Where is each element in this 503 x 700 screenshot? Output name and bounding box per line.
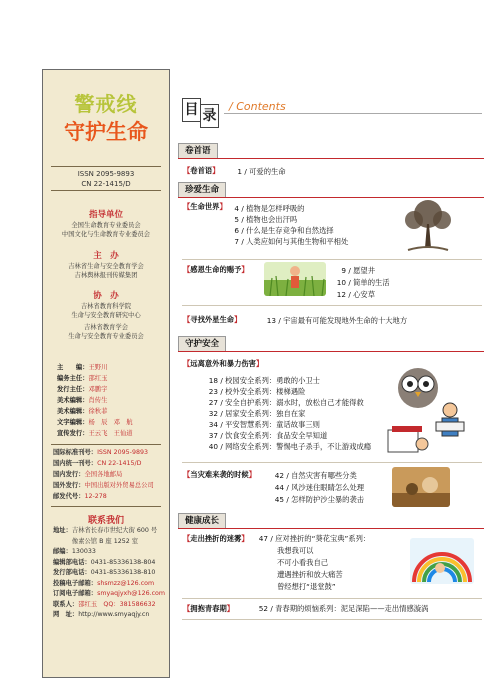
subsection-label: 【远离意外和暴力伤害】: [183, 359, 264, 368]
grass-illustration: [264, 262, 326, 296]
toc-entry[interactable]: 6 / 什么是生存竞争和自然选择: [234, 226, 334, 235]
contact-row: 联系人：邵红玉 QQ：381586632: [53, 600, 156, 608]
issn: ISSN 2095-9893: [77, 170, 135, 178]
toc-entry[interactable]: 27 / 安全自护系列：溺水时，放松自己才能得救: [208, 398, 364, 407]
toc-entry[interactable]: 曾经想打“退堂鼓”: [277, 582, 336, 591]
subsection-label: 【走出挫折的迷雾】: [183, 534, 249, 543]
guide-unit: 全国生命教育专业委员会: [71, 222, 141, 229]
host-unit: 吉林舆林报刊传媒集团: [74, 272, 138, 279]
rainbow-illustration: [410, 538, 474, 584]
co-host-unit: 生命与安全教育研究中心: [71, 312, 141, 319]
toc-entry[interactable]: 4 / 植物是怎样呼吸的: [234, 204, 305, 213]
toc-entry[interactable]: 10 / 简单的生活: [336, 278, 390, 287]
toc-heading-char: 目: [182, 98, 201, 122]
toc-entry[interactable]: 32 / 居家安全系列：独自在家: [208, 409, 306, 418]
reg-row: 国际标准刊号：ISSN 2095-9893: [53, 449, 148, 456]
section-header: [178, 513, 484, 529]
contact-heading: 联系我们: [87, 516, 124, 526]
staff-list: [57, 362, 165, 439]
toc-entry[interactable]: 遭遇挫折和放大痛苦: [277, 570, 343, 579]
toc-entry[interactable]: 不可小看我自己: [277, 558, 329, 567]
toc-entry[interactable]: 7 / 人类应如何与其他生物和平相处: [234, 237, 349, 246]
divider: [51, 190, 161, 191]
divider: [182, 305, 482, 306]
staff-row: 主 编：王野川: [57, 364, 108, 371]
staff-row: 美术编辑：肖传生: [57, 397, 108, 404]
contact-row: 发行部电话：0431-85336138-810: [53, 569, 156, 576]
divider: [182, 259, 482, 260]
host-unit: 吉林省生命与安全教育学会: [68, 263, 144, 270]
co-host-unit: 生命与安全教育专业委员会: [68, 333, 144, 340]
divider: [51, 444, 161, 445]
disaster-photo: [392, 467, 450, 507]
toc-entry[interactable]: 9 / 愿望井: [341, 266, 375, 275]
food-safety-illustration: [386, 424, 430, 456]
subsection-label: 【当灾难来袭的时候】: [183, 470, 256, 479]
section-title: 珍爱生命: [178, 182, 226, 197]
divider: [224, 113, 482, 114]
contact-row: 订阅电子邮箱：smyaqjyxh@126.com: [53, 590, 166, 597]
toc-entry[interactable]: 42 / 自然灾害有哪些分类: [274, 471, 357, 480]
brand-subtitle: 警戒线: [74, 92, 138, 116]
co-host-heading: 协 办: [93, 291, 119, 301]
contact-row: 编辑部电话：0431-85336138-804: [53, 558, 156, 566]
divider: [182, 619, 482, 620]
toc-entry[interactable]: 23 / 校外安全系列：楼梯遇险: [208, 387, 306, 396]
staff-row: 编务主任：邵红玉: [57, 375, 108, 382]
co-host-unit: 吉林省教育学会: [83, 324, 129, 331]
divider: [51, 506, 161, 507]
subsection-label: 【生命世界】: [183, 202, 227, 211]
toc-entry[interactable]: 40 / 网络安全系列：警惕电子杀手，不让游戏成瘾: [208, 442, 372, 451]
co-host-unit: 吉林省教育科学院: [80, 303, 132, 310]
section-header: [178, 143, 484, 159]
divider: [182, 598, 482, 599]
section-title: 健康成长: [178, 513, 226, 528]
contact-row: 网 址：http://www.smyaqjy.cn: [53, 611, 150, 618]
staff-row: 美术编辑：徐秋菲: [57, 408, 108, 415]
reg-row: 国内发行：全国各地邮局: [53, 471, 123, 478]
contact-row: 地址：吉林省长春市世纪大街 600 号: [53, 527, 158, 534]
cn-number: CN 22-1415/D: [81, 180, 131, 188]
contact-info: [53, 526, 167, 621]
section-title: 卷首语: [178, 143, 218, 158]
toc-entry[interactable]: 34 / 平安智慧系列：童话故事三则: [208, 420, 320, 429]
guide-heading: 指导单位: [88, 210, 123, 220]
tree-illustration: [398, 196, 458, 256]
toc-entry[interactable]: 18 / 校园安全系列：勇敢的小卫士: [208, 376, 320, 385]
contact-row: 像素公馆 B 座 1252 室: [53, 537, 139, 545]
toc-entry[interactable]: 44 / 风沙迷住眼睛怎么处理: [274, 483, 365, 492]
toc-entry[interactable]: 1 / 可爱的生命: [237, 167, 286, 176]
toc-entry[interactable]: 37 / 饮食安全系列：食品安全早知道: [208, 431, 328, 440]
masthead-panel: [42, 69, 170, 678]
subsection-label: 【寻找外星生命】: [183, 315, 242, 324]
child-illustration: [432, 400, 468, 446]
divider: [51, 166, 161, 167]
guide-unit: 中国文化与生命教育专业委员会: [61, 231, 151, 238]
reg-row: 国外发行：中国出版对外贸易总公司: [53, 482, 154, 489]
section-header: [178, 336, 484, 352]
toc-entry[interactable]: 52 / 青春期的烦恼系列：泥足深陷——走出情感漩涡: [258, 604, 429, 613]
toc-entry[interactable]: 我想我可以: [277, 546, 314, 555]
toc-entry[interactable]: 12 / 心安草: [336, 290, 375, 299]
toc-entry[interactable]: 13 / 宇宙最有可能发现地外生命的十大地方: [266, 316, 408, 325]
toc-entry[interactable]: 47 / 应对挫折的“葵花宝典”系列：: [258, 534, 371, 543]
contact-row: 投稿电子邮箱：shsmzz@126.com: [53, 579, 155, 587]
toc-heading-english: / Contents: [229, 100, 286, 113]
registration-info: [53, 447, 165, 502]
toc-entry[interactable]: 5 / 植物也会出汗吗: [234, 215, 298, 224]
contact-row: 邮编：130033: [53, 548, 96, 555]
brand-title: 守护生命: [64, 119, 148, 144]
staff-row: 宣传发行：王云飞 王仙道: [57, 430, 133, 437]
toc-entry[interactable]: 45 / 怎样防护沙尘暴的袭击: [274, 495, 365, 504]
host-heading: 主 办: [93, 251, 119, 261]
reg-row: 邮发代号：12-278: [53, 493, 107, 500]
staff-row: 文字编辑：杨 辰 邓 航: [57, 419, 133, 426]
subsection-label: 【卷首语】: [183, 166, 220, 175]
divider: [182, 462, 482, 463]
staff-row: 发行主任：邓鹏宇: [57, 386, 108, 393]
section-title: 守护安全: [178, 336, 226, 351]
subsection-label: 【感恩生命的赐予】: [183, 265, 249, 274]
toc-heading-char: 录: [200, 104, 219, 128]
subsection-label: 【拥抱青春期】: [183, 604, 235, 613]
reg-row: 国内统一刊号：CN 22-1415/D: [53, 460, 142, 467]
